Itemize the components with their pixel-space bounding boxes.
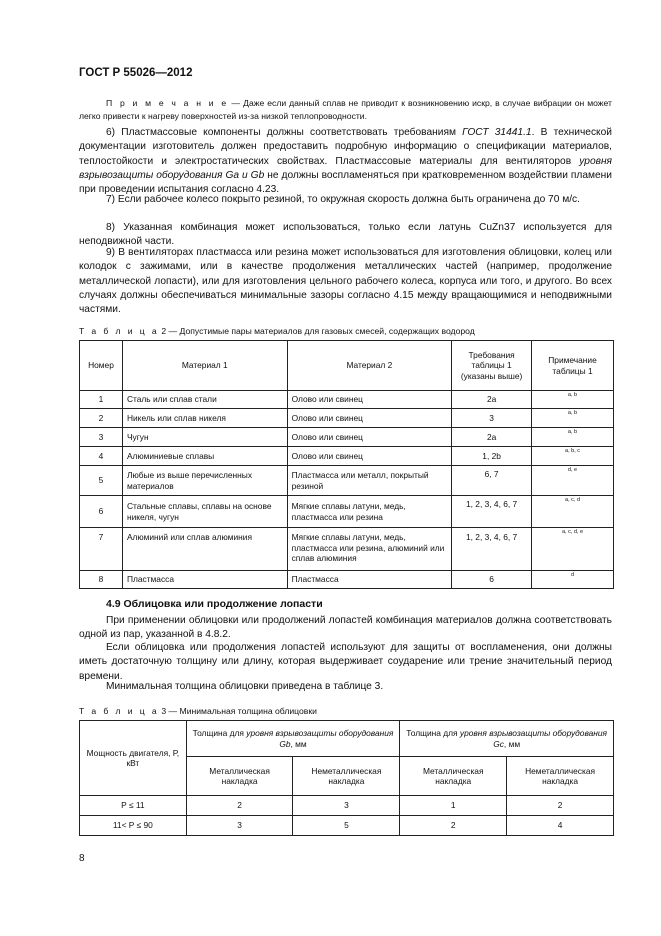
material-2: Олово или свинец xyxy=(287,391,452,409)
gc-nonmetal-value: 2 xyxy=(507,796,614,816)
material-2: Олово или свинец xyxy=(287,409,452,428)
materials-table xyxy=(79,340,614,589)
table-row xyxy=(80,391,614,409)
row-number: 6 xyxy=(80,496,123,528)
material-1: Стальные сплавы, сплавы на основе никеля, чугун xyxy=(122,496,287,528)
notes: a, c, d xyxy=(532,496,614,528)
gb-nonmetal-value: 5 xyxy=(293,816,400,836)
gc-nonmetal-header: Неметаллическая накладка xyxy=(507,757,614,796)
gc-text-b: уровня взрывозащиты оборудования Gc xyxy=(459,728,608,749)
material-1: Сталь или сплав стали xyxy=(122,391,287,409)
table2-header-material1: Материал 1 xyxy=(122,341,287,391)
table-row xyxy=(80,409,614,428)
material-1: Никель или сплав никеля xyxy=(122,409,287,428)
material-1: Чугун xyxy=(122,428,287,447)
section-paragraph-1: При применении облицовки или продолжений лопастей комбинация материалов должна соответствовать одной из пар, указанной в 4.8.2. xyxy=(79,615,612,641)
power-range: 11< P ≤ 90 xyxy=(80,816,187,836)
table-row xyxy=(80,447,614,466)
section-paragraph-3: Минимальная толщина облицовки приведена в таблице 3. xyxy=(106,681,384,692)
table3-header-gb xyxy=(186,721,400,757)
row-number: 5 xyxy=(80,466,123,496)
material-2: Пластмасса или металл, покрытый резиной xyxy=(287,466,452,496)
table2-header-number: Номер xyxy=(80,341,123,391)
notes: d, e xyxy=(532,466,614,496)
row-number: 3 xyxy=(80,428,123,447)
row-number: 4 xyxy=(80,447,123,466)
gb-metal-value: 3 xyxy=(186,816,293,836)
p6-standard-ref: ГОСТ 31441.1 xyxy=(462,127,532,138)
gb-text-a: Толщина для xyxy=(192,728,247,738)
note-label: П р и м е ч а н и е xyxy=(106,98,229,108)
requirements: 3 xyxy=(452,409,532,428)
gc-text-a: Толщина для xyxy=(406,728,460,738)
notes: a, b, c xyxy=(532,447,614,466)
table3-header-row xyxy=(80,721,614,757)
gb-metal-value: 2 xyxy=(186,796,293,816)
table2-header-notes: Примечание таблицы 1 xyxy=(532,341,614,391)
gb-nonmetal-value: 3 xyxy=(293,796,400,816)
material-1: Пластмасса xyxy=(122,571,287,589)
paragraph-8: 8) Указанная комбинация может использоваться, только если латунь CuZn37 используется для неподвижной части. xyxy=(79,222,612,248)
p6-protection-level: уровня взрывозащиты оборудования Ga и Gb xyxy=(79,155,612,181)
requirements: 1, 2, 3, 4, 6, 7 xyxy=(452,496,532,528)
table2-header-material2: Материал 2 xyxy=(287,341,452,391)
material-1: Алюминиевые сплавы xyxy=(122,447,287,466)
table-row xyxy=(80,428,614,447)
row-number: 7 xyxy=(80,528,123,571)
notes: a, b xyxy=(532,428,614,447)
requirements: 1, 2, 3, 4, 6, 7 xyxy=(452,528,532,571)
note xyxy=(79,97,612,122)
p6-text-d: не должны воспламеняться при кратковременном воздействии пламени при проведении испытания согласно 4.23. xyxy=(79,169,612,196)
page-number: 8 xyxy=(79,853,85,864)
notes: a, b xyxy=(532,409,614,428)
notes: a, c, d, e xyxy=(532,528,614,571)
table2-caption-text: 2 — Допустимые пары материалов для газовых смесей, содержащих водород xyxy=(159,326,475,336)
table3-header-gc xyxy=(400,721,614,757)
material-2: Мягкие сплавы латуни, медь, пластмасса или резина xyxy=(287,496,452,528)
notes: a, b xyxy=(532,391,614,409)
note-text: — Даже если данный сплав не приводит к возникновению искр, в случае вибрации он может легко привести к нагреву поверхностей из-за низкой теплопроводности. xyxy=(79,98,612,121)
row-number: 8 xyxy=(80,571,123,589)
table-row xyxy=(80,816,614,836)
material-2: Мягкие сплавы латуни, медь, пластмасса или резина, алюминий или сплав алюминия xyxy=(287,528,452,571)
row-number: 1 xyxy=(80,391,123,409)
material-1: Алюминий или сплав алюминия xyxy=(122,528,287,571)
p6-text-b: . В технической документации изготовитель должен предоставить подробную информацию о спецификации материалов, теплостойкости и электростатических свойствах. Пластмассовые материалы для вентиляторов xyxy=(79,127,612,167)
notes: d xyxy=(532,571,614,589)
gb-text-b: уровня взрывозащиты оборудования Gb xyxy=(246,728,394,749)
table2-header-row xyxy=(80,341,614,391)
paragraph-9: 9) В вентиляторах пластмасса или резина может использоваться для изготовления облицовки, колец или колодок с зажимами, или в качестве продолжения металлических частей (например, продолжение металлической лопасти), или для изготовления цельного рабочего колеса, корпуса или того, и другого. Во всех случаях должны обеспечиваться минимальные зазоры согласно 4.15 между вращающимися и неподвижными частями. xyxy=(79,247,612,316)
gc-nonmetal-value: 4 xyxy=(507,816,614,836)
section-title: 4.9 Облицовка или продолжение лопасти xyxy=(106,598,323,610)
paragraph-7: 7) Если рабочее колесо покрыто резиной, то окружная скорость должна быть ограничена до 70 м/с. xyxy=(106,194,580,205)
requirements: 2a xyxy=(452,428,532,447)
section-paragraph-2: Если облицовка или продолжения лопастей используют для защиты от воспламенения, они должны иметь достаточную толщину или длину, которая выдерживает соударение или трение значительный период времени. xyxy=(79,642,612,682)
table-row xyxy=(80,528,614,571)
row-number: 2 xyxy=(80,409,123,428)
power-range: P ≤ 11 xyxy=(80,796,187,816)
gb-text-c: , мм xyxy=(290,738,307,749)
table2-caption xyxy=(79,326,475,336)
gc-text-c: , мм xyxy=(503,738,521,749)
table3-caption-label: Т а б л и ц а xyxy=(79,706,159,716)
p6-text-a: 6) Пластмассовые компоненты должны соответствовать требованиям xyxy=(106,127,463,138)
requirements: 1, 2b xyxy=(452,447,532,466)
material-1: Любые из выше перечисленных материалов xyxy=(122,466,287,496)
requirements: 6, 7 xyxy=(452,466,532,496)
table3-caption-text: 3 — Минимальная толщина облицовки xyxy=(159,706,317,716)
table-row xyxy=(80,496,614,528)
table2-caption-label: Т а б л и ц а xyxy=(79,326,159,336)
table-row xyxy=(80,796,614,816)
table-row xyxy=(80,571,614,589)
lining-thickness-table xyxy=(79,720,614,836)
requirements: 2a xyxy=(452,391,532,409)
table2-header-requirements: Требования таблицы 1 (указаны выше) xyxy=(452,341,532,391)
gc-metal-value: 2 xyxy=(400,816,507,836)
gb-nonmetal-header: Неметаллическая накладка xyxy=(293,757,400,796)
gb-metal-header: Металлическая накладка xyxy=(186,757,293,796)
gc-metal-value: 1 xyxy=(400,796,507,816)
material-2: Олово или свинец xyxy=(287,447,452,466)
material-2: Олово или свинец xyxy=(287,428,452,447)
table3-caption xyxy=(79,706,317,716)
document-header: ГОСТ Р 55026—2012 xyxy=(79,67,193,79)
requirements: 6 xyxy=(452,571,532,589)
paragraph-6 xyxy=(79,126,612,197)
gc-metal-header: Металлическая накладка xyxy=(400,757,507,796)
table-row xyxy=(80,466,614,496)
material-2: Пластмасса xyxy=(287,571,452,589)
table3-header-power: Мощность двигателя, Р, кВт xyxy=(80,721,187,796)
